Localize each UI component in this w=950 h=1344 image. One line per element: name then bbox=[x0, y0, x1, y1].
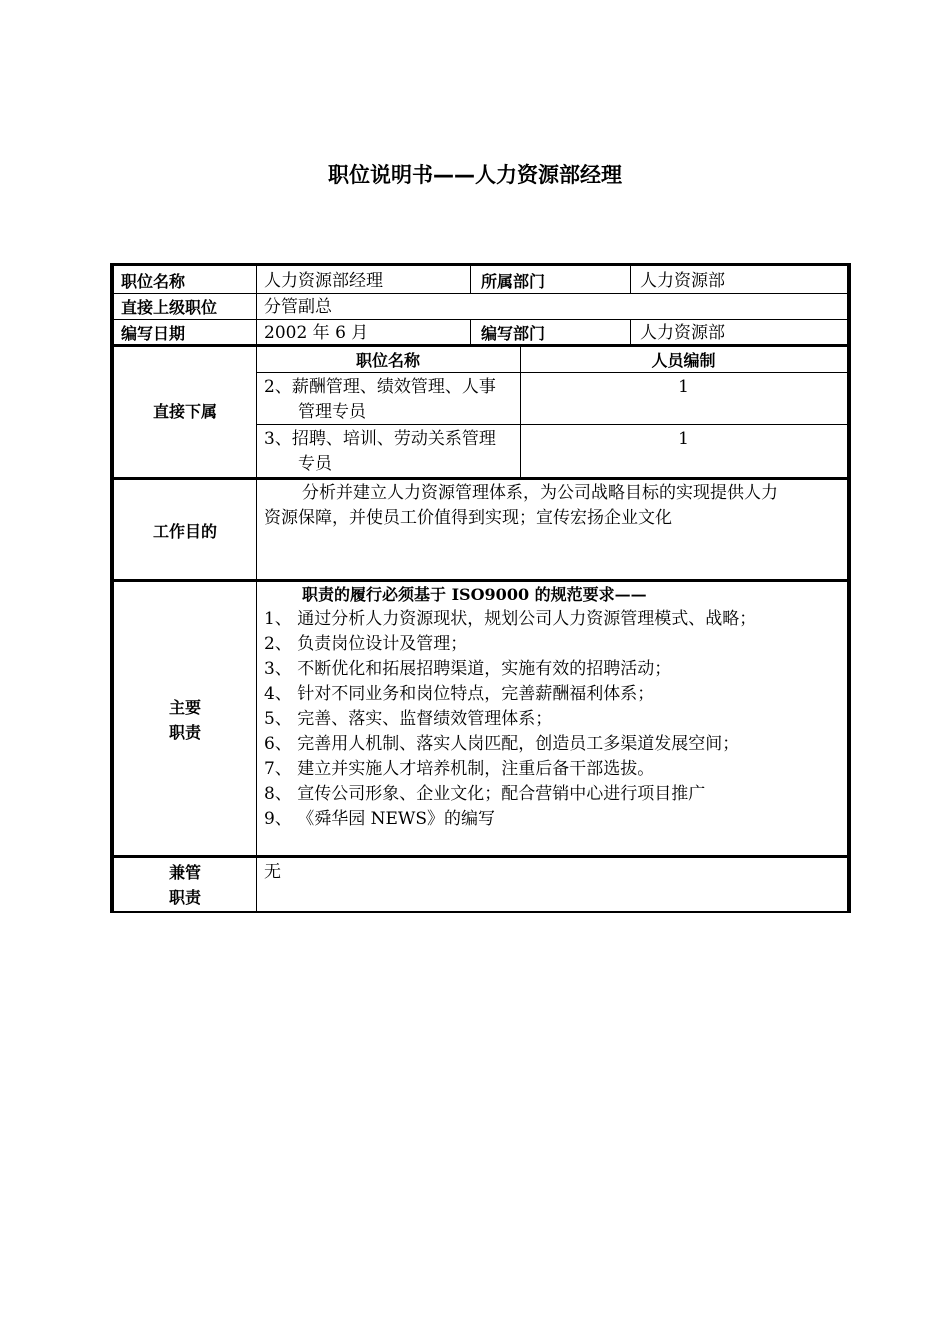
concurrent-label-line: 职责 bbox=[168, 888, 201, 907]
document-title: 职位说明书——人力资源部经理 bbox=[328, 163, 622, 187]
subordinate-name-line: 专员 bbox=[298, 454, 332, 474]
concurrent-label-line: 兼管 bbox=[168, 863, 201, 882]
position-name-value: 人力资源部经理 bbox=[264, 271, 383, 291]
department-label: 所属部门 bbox=[481, 272, 546, 291]
duties-label bbox=[114, 695, 256, 745]
duties-label-line: 主要 bbox=[168, 698, 201, 717]
duty-item: 5、 完善、落实、监督绩效管理体系； bbox=[264, 709, 553, 729]
date-label: 编写日期 bbox=[121, 324, 186, 343]
subordinate-position-header: 职位名称 bbox=[355, 351, 420, 370]
duty-item: 2、 负责岗位设计及管理； bbox=[264, 634, 468, 654]
duties-heading: 职责的履行必须基于 ISO9000 的规范要求—— bbox=[302, 585, 647, 604]
duty-item: 7、 建立并实施人才培养机制，注重后备干部选拔。 bbox=[264, 759, 655, 779]
job-description-table bbox=[110, 263, 851, 913]
duty-item: 4、 针对不同业务和岗位特点，完善薪酬福利体系； bbox=[264, 684, 655, 704]
duty-item: 1、 通过分析人力资源现状，规划公司人力资源管理模式、战略； bbox=[264, 609, 757, 629]
column-divider bbox=[470, 266, 471, 293]
date-value: 2002 年 6 月 bbox=[264, 323, 369, 343]
subordinate-name-line: 3、招聘、培训、劳动关系管理 bbox=[264, 429, 496, 449]
column-divider bbox=[470, 319, 471, 344]
column-divider bbox=[630, 266, 631, 293]
subordinate-name-line: 2、薪酬管理、绩效管理、人事 bbox=[264, 377, 496, 397]
duty-item: 3、 不断优化和拓展招聘渠道，实施有效的招聘活动； bbox=[264, 659, 672, 679]
subordinate-row-1-count: 1 bbox=[678, 377, 689, 397]
subordinate-row-2-count: 1 bbox=[678, 429, 689, 449]
column-divider bbox=[630, 319, 631, 344]
subordinate-row-2-name bbox=[264, 427, 496, 477]
author-department-label: 编写部门 bbox=[481, 324, 546, 343]
subordinates-label: 直接下属 bbox=[152, 402, 217, 421]
duty-item: 8、 宣传公司形象、企业文化；配合营销中心进行项目推广 bbox=[264, 784, 706, 804]
subordinate-row-1-name bbox=[264, 375, 496, 425]
concurrent-duties-label bbox=[114, 860, 256, 910]
purpose-line: 资源保障，并使员工价值得到实现；宣传宏扬企业文化 bbox=[264, 508, 672, 528]
row-divider bbox=[114, 319, 847, 320]
purpose-text bbox=[264, 481, 778, 531]
position-name-label: 职位名称 bbox=[121, 272, 186, 291]
department-value: 人力资源部 bbox=[640, 271, 725, 291]
row-divider-thick bbox=[114, 855, 847, 858]
duties-list bbox=[264, 582, 756, 832]
author-department-value: 人力资源部 bbox=[640, 323, 725, 343]
row-divider-thick bbox=[114, 477, 847, 480]
duty-item: 9、 《舜华园 NEWS》的编写 bbox=[264, 809, 496, 829]
subordinate-headcount-header: 人员编制 bbox=[651, 351, 716, 370]
superior-value: 分管副总 bbox=[264, 297, 332, 317]
superior-label: 直接上级职位 bbox=[121, 298, 218, 317]
purpose-label: 工作目的 bbox=[152, 522, 217, 541]
concurrent-duties-value: 无 bbox=[264, 862, 281, 882]
subordinate-name-line: 管理专员 bbox=[298, 402, 366, 422]
duties-label-line: 职责 bbox=[168, 723, 201, 742]
purpose-line: 分析并建立人力资源管理体系，为公司战略目标的实现提供人力 bbox=[302, 483, 778, 503]
duty-item: 6、 完善用人机制、落实人岗匹配，创造员工多渠道发展空间； bbox=[264, 734, 740, 754]
